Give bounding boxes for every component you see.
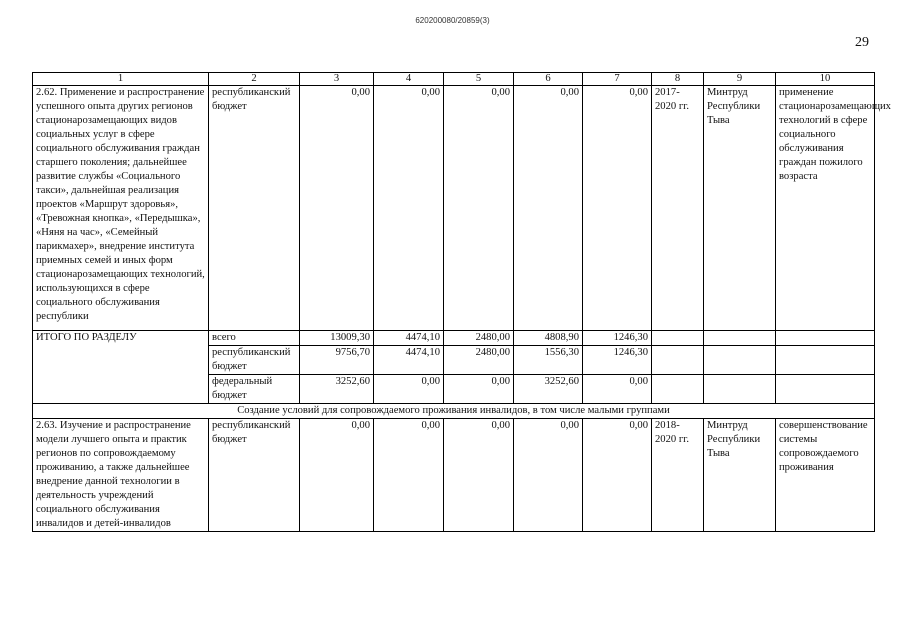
empty-cell bbox=[704, 346, 776, 375]
header-cell: 5 bbox=[444, 73, 514, 86]
total-amount: 13009,30 bbox=[300, 331, 374, 346]
section-title: Создание условий для сопровождаемого проживания инвалидов, в том числе малыми группами bbox=[33, 404, 875, 419]
period: 2018-2020 гг. bbox=[652, 419, 704, 532]
header-cell: 8 bbox=[652, 73, 704, 86]
total-amount: 9756,70 bbox=[300, 346, 374, 375]
header-cell: 10 bbox=[776, 73, 875, 86]
header-cell: 7 bbox=[583, 73, 652, 86]
empty-cell bbox=[776, 331, 875, 346]
total-amount: 4474,10 bbox=[374, 346, 444, 375]
total-amount: 1246,30 bbox=[583, 346, 652, 375]
amount-year: 0,00 bbox=[374, 86, 444, 331]
amount-year: 0,00 bbox=[583, 419, 652, 532]
header-cell: 9 bbox=[704, 73, 776, 86]
funding-source: республиканский бюджет bbox=[209, 419, 300, 532]
total-amount: 3252,60 bbox=[300, 375, 374, 404]
total-row-all bbox=[33, 331, 875, 346]
responsible: Минтруд Республики Тыва bbox=[704, 419, 776, 532]
page-number: 29 bbox=[855, 35, 869, 50]
total-amount: 4808,90 bbox=[514, 331, 583, 346]
header-cell: 4 bbox=[374, 73, 444, 86]
total-label: ИТОГО ПО РАЗДЕЛУ bbox=[33, 331, 209, 404]
funding-source: республиканский бюджет bbox=[209, 86, 300, 331]
amount-year: 0,00 bbox=[374, 419, 444, 532]
total-amount: 1246,30 bbox=[583, 331, 652, 346]
total-amount: 0,00 bbox=[583, 375, 652, 404]
amount-year: 0,00 bbox=[444, 86, 514, 331]
funding-source: республиканский бюджет bbox=[209, 346, 300, 375]
table-row-2-62 bbox=[33, 86, 875, 331]
table-row-2-63 bbox=[33, 419, 875, 532]
amount-year: 0,00 bbox=[583, 86, 652, 331]
total-amount: 2480,00 bbox=[444, 346, 514, 375]
header-cell: 6 bbox=[514, 73, 583, 86]
amount-total: 0,00 bbox=[300, 419, 374, 532]
funding-source: всего bbox=[209, 331, 300, 346]
empty-cell bbox=[704, 375, 776, 404]
total-amount: 0,00 bbox=[374, 375, 444, 404]
amount-year: 0,00 bbox=[514, 419, 583, 532]
total-amount: 0,00 bbox=[444, 375, 514, 404]
amount-year: 0,00 bbox=[514, 86, 583, 331]
expected-result: применение стационарозамещающих технологий в сфере социального обслуживания граждан пожилого возраста bbox=[776, 86, 875, 331]
empty-cell bbox=[776, 346, 875, 375]
expected-result: совершенствование системы сопровождаемого проживания bbox=[776, 419, 875, 532]
header-row bbox=[33, 73, 875, 86]
funding-source: федеральный бюджет bbox=[209, 375, 300, 404]
amount-total: 0,00 bbox=[300, 86, 374, 331]
header-cell: 3 bbox=[300, 73, 374, 86]
measure-description: 2.62. Применение и распространение успешного опыта других регионов стационарозамещающих видов социальных услуг в сфере социального обслуживания граждан старшего поколения; дальнейшее развитие службы «Социального такси», дальнейшая реализация проектов «Маршрут здоровья», «Тревожная кнопка», «Передышка», «Няня на час», «Семейный парикмахер», внедрение института приемных семей и иных форм стационарозамещающих технологий, использующихся в сфере социального обслуживания республики bbox=[33, 86, 209, 331]
empty-cell bbox=[652, 346, 704, 375]
empty-cell bbox=[652, 331, 704, 346]
empty-cell bbox=[776, 375, 875, 404]
total-amount: 4474,10 bbox=[374, 331, 444, 346]
total-amount: 3252,60 bbox=[514, 375, 583, 404]
header-cell: 2 bbox=[209, 73, 300, 86]
empty-cell bbox=[704, 331, 776, 346]
section-header-row bbox=[33, 404, 875, 419]
total-amount: 1556,30 bbox=[514, 346, 583, 375]
total-amount: 2480,00 bbox=[444, 331, 514, 346]
empty-cell bbox=[652, 375, 704, 404]
header-cell: 1 bbox=[33, 73, 209, 86]
program-table bbox=[32, 72, 891, 532]
responsible: Минтруд Республики Тыва bbox=[704, 86, 776, 331]
amount-year: 0,00 bbox=[444, 419, 514, 532]
period: 2017-2020 гг. bbox=[652, 86, 704, 331]
measure-description: 2.63. Изучение и распространение модели лучшего опыта и практик регионов по сопровождаемому проживанию, а также дальнейшее внедрение данной технологии в деятельность учреждений социального обслуживания инвалидов и детей-инвалидов bbox=[33, 419, 209, 532]
document-id: 620200080/20859(3) bbox=[415, 16, 490, 25]
